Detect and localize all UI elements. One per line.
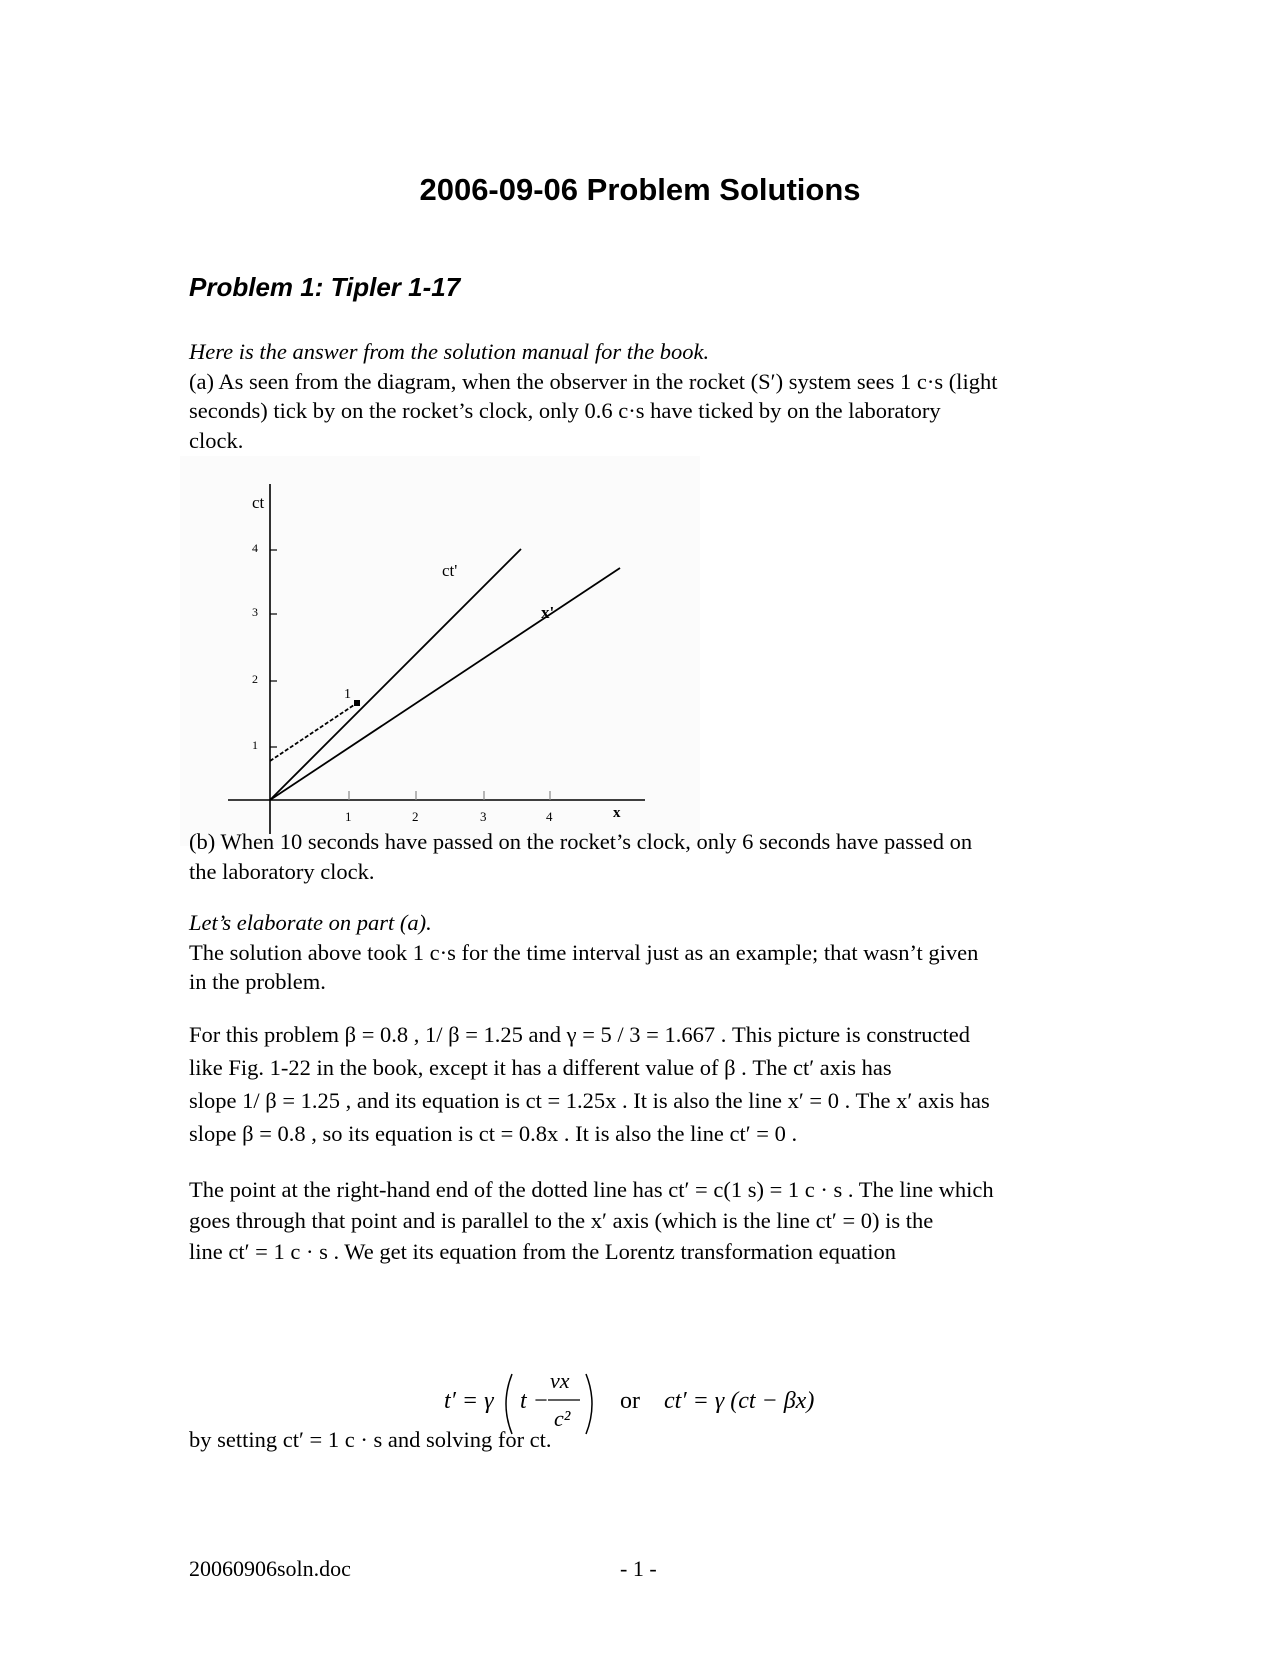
footer-page-number: - 1 -	[620, 1556, 657, 1581]
equation-t: t −	[520, 1388, 549, 1414]
beta-line: slope β = 0.8 , so its equation is ct = 0.8x . It is also the line ct′ = 0 .	[189, 1121, 798, 1146]
beta-paragraph	[189, 1018, 1099, 1150]
y-tick-label: 3	[252, 605, 258, 619]
x-prime-label: x'	[541, 603, 555, 622]
document-title: 2006-09-06 Problem Solutions	[419, 172, 861, 207]
figure-background	[180, 456, 700, 846]
part-b-line: the laboratory clock.	[189, 858, 375, 884]
part-a-line: (a) As seen from the diagram, when the observer in the rocket (S′) system sees 1 c·s (light	[189, 368, 998, 394]
elaborate-line: in the problem.	[189, 969, 326, 994]
x-tick-label: 3	[480, 809, 487, 824]
elaborate-paragraph	[189, 908, 1099, 997]
intersection-point	[354, 700, 360, 706]
point-line: goes through that point and is parallel to the x′ axis (which is the line ct′ = 0) is the	[189, 1208, 934, 1233]
footer-filename: 20060906soln.doc	[189, 1556, 351, 1581]
fraction-denominator: c²	[554, 1406, 571, 1431]
point-label: 1	[344, 687, 351, 702]
point-paragraph	[189, 1174, 1099, 1267]
x-tick-label: 2	[412, 809, 419, 824]
point-line: line ct′ = 1 c · s . We get its equation from the Lorentz transformation equation	[189, 1239, 897, 1264]
intro-line: Here is the answer from the solution manual for the book.	[189, 339, 710, 364]
equation-rhs: ct′ = γ (ct − βx)	[664, 1388, 815, 1414]
equation-lhs: t′ = γ	[444, 1388, 494, 1414]
y-tick-label: 1	[252, 738, 258, 752]
spacetime-diagram	[180, 456, 700, 846]
part-a-paragraph	[189, 337, 1099, 455]
elaborate-heading: Let’s elaborate on part (a).	[189, 910, 432, 935]
part-b-line: (b) When 10 seconds have passed on the rocket’s clock, only 6 seconds have passed on	[189, 829, 973, 854]
ct-prime-label: ct'	[442, 561, 458, 580]
y-tick-label: 2	[252, 672, 258, 686]
point-line: The point at the right-hand end of the dotted line has ct′ = c(1 s) = 1 c · s . The line which	[189, 1177, 994, 1202]
x-tick-label: 1	[345, 809, 352, 824]
part-a-line: seconds) tick by on the rocket’s clock, only 0.6 c·s have ticked by on the laboratory	[189, 398, 941, 423]
part-a-line: clock.	[189, 427, 244, 453]
fraction-numerator: vx	[550, 1368, 570, 1393]
closing-line: by setting ct′ = 1 c · s and solving for ct.	[189, 1427, 552, 1452]
elaborate-line: The solution above took 1 c·s for the time interval just as an example; that wasn’t given	[189, 939, 979, 965]
x-axis-label: x	[613, 805, 621, 821]
beta-line: like Fig. 1-22 in the book, except it has a different value of β . The ct′ axis has	[189, 1055, 892, 1080]
x-tick-label: 4	[546, 809, 553, 824]
y-axis-label: ct	[252, 493, 265, 512]
closing-paragraph	[189, 1425, 1099, 1455]
equation-or: or	[620, 1388, 640, 1414]
y-tick-label: 4	[252, 541, 258, 555]
problem-heading: Problem 1: Tipler 1-17	[189, 272, 461, 302]
beta-line: slope 1/ β = 1.25 , and its equation is ct = 1.25x . It is also the line x′ = 0 . The x′ axis has	[189, 1088, 990, 1113]
part-b-paragraph	[189, 827, 1099, 886]
spacetime-diagram-svg	[180, 456, 700, 846]
beta-line: For this problem β = 0.8 , 1/ β = 1.25 and γ = 5 / 3 = 1.667 . This picture is constructed	[189, 1022, 971, 1047]
